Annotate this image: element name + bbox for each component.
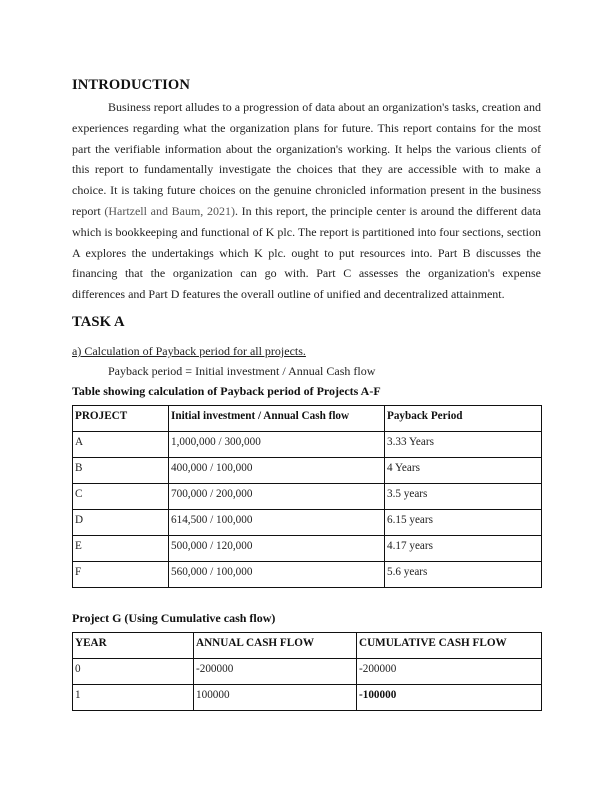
cell-payback-period: 3.33 Years bbox=[385, 432, 542, 458]
cell-payback-period: 3.5 years bbox=[385, 484, 542, 510]
header-payback-period: Payback Period bbox=[385, 406, 542, 432]
table2-caption: Project G (Using Cumulative cash flow) bbox=[72, 611, 276, 625]
introduction-paragraph bbox=[72, 97, 541, 305]
cell-investment-cashflow: 400,000 / 100,000 bbox=[169, 458, 385, 484]
payback-table bbox=[72, 405, 542, 588]
table-row bbox=[73, 536, 542, 562]
payback-subheading: a) Calculation of Payback period for all projects. bbox=[72, 344, 306, 358]
cell-investment-cashflow: 500,000 / 120,000 bbox=[169, 536, 385, 562]
header-investment-cashflow: Initial investment / Annual Cash flow bbox=[169, 406, 385, 432]
table-row bbox=[73, 432, 542, 458]
header-cumulative-cash-flow: CUMULATIVE CASH FLOW bbox=[357, 633, 542, 659]
cell-project: F bbox=[73, 562, 169, 588]
header-annual-cash-flow: ANNUAL CASH FLOW bbox=[194, 633, 357, 659]
cell-annual-cash-flow: -200000 bbox=[194, 659, 357, 685]
cell-investment-cashflow: 560,000 / 100,000 bbox=[169, 562, 385, 588]
payback-formula: Payback period = Initial investment / Annual Cash flow bbox=[108, 364, 376, 378]
cell-project: C bbox=[73, 484, 169, 510]
cell-investment-cashflow: 1,000,000 / 300,000 bbox=[169, 432, 385, 458]
cell-year: 1 bbox=[73, 685, 194, 711]
table-row bbox=[73, 510, 542, 536]
cell-investment-cashflow: 614,500 / 100,000 bbox=[169, 510, 385, 536]
table-row bbox=[73, 685, 542, 711]
table-row bbox=[73, 659, 542, 685]
cell-project: D bbox=[73, 510, 169, 536]
cell-project: A bbox=[73, 432, 169, 458]
cumulative-cashflow-table bbox=[72, 632, 542, 711]
header-year: YEAR bbox=[73, 633, 194, 659]
citation: (Hartzell and Baum, 2021) bbox=[104, 203, 235, 218]
header-project: PROJECT bbox=[73, 406, 169, 432]
table-header-row bbox=[73, 633, 542, 659]
table-row bbox=[73, 562, 542, 588]
cell-investment-cashflow: 700,000 / 200,000 bbox=[169, 484, 385, 510]
cell-year: 0 bbox=[73, 659, 194, 685]
introduction-heading: INTRODUCTION bbox=[72, 77, 190, 93]
cell-cumulative-cash-flow: -100000 bbox=[357, 685, 542, 711]
cell-payback-period: 5.6 years bbox=[385, 562, 542, 588]
cell-project: E bbox=[73, 536, 169, 562]
cell-project: B bbox=[73, 458, 169, 484]
paragraph-text-2: . In this report, the principle center is around the different data which is bookkeeping and functional of K plc. The report is partitioned into four sections, section A explores the undertakings which K plc. ought to put resources into. Part B discusses the financing that the organization can go with. Part C assesses the organization's expense differences and Part D features the overall outline of unified and decentralized attainment. bbox=[72, 203, 542, 302]
table-row bbox=[73, 458, 542, 484]
table1-caption: Table showing calculation of Payback period of Projects A-F bbox=[72, 384, 381, 398]
table-row bbox=[73, 484, 542, 510]
cell-annual-cash-flow: 100000 bbox=[194, 685, 357, 711]
cell-payback-period: 6.15 years bbox=[385, 510, 542, 536]
task-a-heading: TASK A bbox=[72, 314, 125, 330]
cell-payback-period: 4 Years bbox=[385, 458, 542, 484]
cell-cumulative-cash-flow: -200000 bbox=[357, 659, 542, 685]
paragraph-text-1: Business report alludes to a progression of data about an organization's tasks, creation and experiences regarding what the organization plans for future. This report contains for the most part the verifiable information about the organization's working. It helps the various clients of this report to fundamentally investigate the choices that they are accessible with to make a choice. It is taking future choices on the genuine chronicled information present in the business report bbox=[72, 100, 541, 218]
table-header-row bbox=[73, 406, 542, 432]
cell-payback-period: 4.17 years bbox=[385, 536, 542, 562]
